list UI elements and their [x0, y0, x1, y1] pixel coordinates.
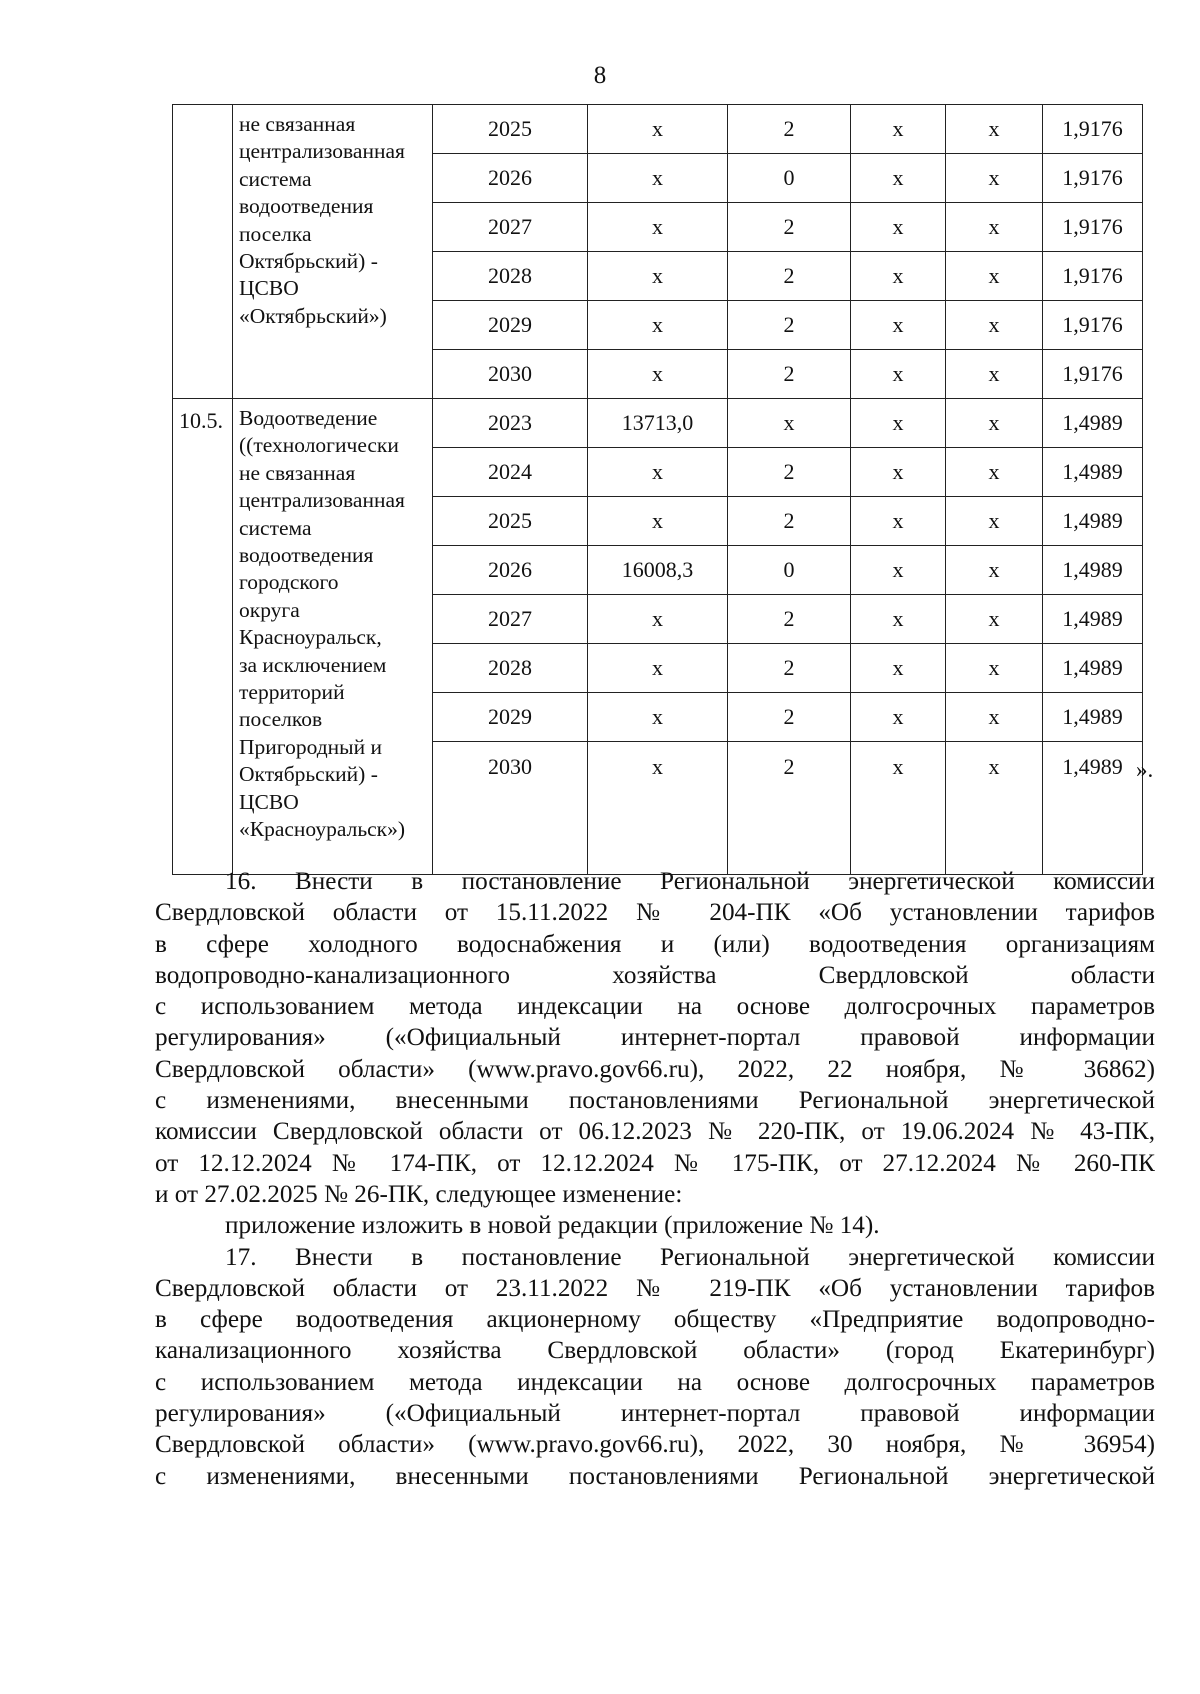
item-name-line: территорий: [239, 680, 345, 705]
value-cell: 2023: [433, 399, 588, 448]
item-name-line: поселков: [239, 707, 323, 732]
value-cell: 1,9176: [1043, 252, 1143, 301]
value-cell: 1,4989: [1043, 546, 1143, 595]
value-cell: х: [851, 105, 946, 154]
table-row: [173, 105, 1143, 154]
value-cell: х: [588, 105, 728, 154]
paragraph-17-line: Свердловской области от 23.11.2022 № 219-ПК «Об установлении тарифов: [155, 1274, 1155, 1302]
value-cell: 2026: [433, 546, 588, 595]
value-cell: 2: [728, 301, 851, 350]
value-cell: х: [588, 742, 728, 875]
value-cell: х: [946, 693, 1043, 742]
value-cell: х: [851, 399, 946, 448]
tariff-table: [172, 104, 1143, 875]
paragraph-16-line: водопроводно-канализационного хозяйства Свердловской области: [155, 961, 1155, 989]
value-cell: х: [588, 203, 728, 252]
value-cell: х: [588, 693, 728, 742]
paragraph-16-line: 16. Внести в постановление Региональной энергетической комиссии: [225, 868, 1155, 895]
value-cell: х: [851, 693, 946, 742]
value-cell: 2: [728, 105, 851, 154]
paragraph-16-line: с изменениями, внесенными постановлениями Региональной энергетической: [155, 1087, 1155, 1115]
value-cell: 2: [728, 252, 851, 301]
item-name-line: ЦСВО: [239, 276, 299, 301]
item-name-line: Водоотведение: [239, 406, 378, 430]
value-cell: 2: [728, 595, 851, 644]
paragraph-17-line: в сфере водоотведения акционерному обществу «Предприятие водопроводно-: [155, 1306, 1155, 1334]
value-cell: х: [588, 448, 728, 497]
value-cell: 2: [728, 644, 851, 693]
paragraph-16-line: в сфере холодного водоснабжения и (или) водоотведения организациям: [155, 930, 1155, 958]
paragraph-17-line: с изменениями, внесенными постановлениями Региональной энергетической: [155, 1462, 1155, 1490]
value-cell: 2: [728, 497, 851, 546]
value-cell: 13713,0: [588, 399, 728, 448]
item-name-line: ((технологически: [239, 433, 399, 458]
item-name-line: система: [239, 166, 312, 191]
table-row: [173, 399, 1143, 448]
value-cell: 1,4989: [1043, 448, 1143, 497]
value-cell: 2: [728, 693, 851, 742]
value-cell: 2030: [433, 742, 588, 875]
paragraph-16-line: Свердловской области от 15.11.2022 № 204-ПК «Об установлении тарифов: [155, 899, 1155, 927]
value-cell: х: [728, 399, 851, 448]
value-cell: 2025: [433, 497, 588, 546]
item-name-line: Октябрьский) -: [239, 762, 378, 787]
value-cell: х: [851, 252, 946, 301]
value-cell: 1,4989: [1043, 644, 1143, 693]
value-cell: 2025: [433, 105, 588, 154]
value-cell: х: [588, 154, 728, 203]
value-cell: 2024: [433, 448, 588, 497]
item-name-line: округа: [239, 597, 300, 622]
value-cell: х: [946, 399, 1043, 448]
paragraph-17-line: канализационного хозяйства Свердловской области» (город Екатеринбург): [155, 1337, 1155, 1365]
value-cell: х: [946, 448, 1043, 497]
value-cell: 2028: [433, 252, 588, 301]
value-cell: 2: [728, 742, 851, 875]
item-name-cell: [233, 105, 433, 399]
item-name-line: централизованная: [239, 139, 405, 164]
page-number: 8: [593, 62, 607, 89]
value-cell: 1,4989: [1043, 742, 1143, 875]
paragraph-16-subitem: приложение изложить в новой редакции (приложение № 14).: [225, 1212, 880, 1240]
paragraph-16-line: с использованием метода индексации на основе долгосрочных параметров: [155, 993, 1155, 1021]
value-cell: х: [851, 154, 946, 203]
value-cell: х: [946, 742, 1043, 875]
item-number-cell: 10.5.: [173, 399, 233, 875]
value-cell: х: [946, 497, 1043, 546]
item-name-line: водоотведения: [239, 543, 374, 568]
item-name-line: городского: [239, 570, 339, 595]
value-cell: х: [946, 644, 1043, 693]
value-cell: 2030: [433, 350, 588, 399]
value-cell: х: [851, 350, 946, 399]
value-cell: 2027: [433, 203, 588, 252]
paragraph-17-line: Свердловской области» (www.pravo.gov66.ru), 2022, 30 ноября, № 36954): [155, 1431, 1155, 1459]
item-name-line: централизованная: [239, 488, 405, 513]
item-name-line: Октябрьский) -: [239, 249, 378, 274]
paragraph-16-line: регулирования» («Официальный интернет-портал правовой информации: [155, 1024, 1155, 1052]
value-cell: х: [588, 252, 728, 301]
value-cell: х: [851, 497, 946, 546]
value-cell: 1,4989: [1043, 497, 1143, 546]
value-cell: х: [946, 546, 1043, 595]
item-name-cell: [233, 399, 433, 875]
value-cell: х: [946, 595, 1043, 644]
item-name-line: система: [239, 515, 312, 540]
value-cell: х: [946, 301, 1043, 350]
paragraph-17-line: 17. Внести в постановление Региональной энергетической комиссии: [225, 1243, 1155, 1271]
value-cell: 1,9176: [1043, 301, 1143, 350]
item-name-line: за исключением: [239, 652, 387, 677]
value-cell: х: [946, 105, 1043, 154]
paragraph-16-line: комиссии Свердловской области от 06.12.2023 № 220-ПК, от 19.06.2024 № 43-ПК,: [155, 1118, 1155, 1146]
value-cell: х: [946, 350, 1043, 399]
value-cell: 1,4989: [1043, 399, 1143, 448]
body-text: [155, 866, 1155, 1492]
paragraph-17-line: с использованием метода индексации на основе долгосрочных параметров: [155, 1368, 1155, 1396]
item-name-line: не связанная: [239, 112, 356, 136]
value-cell: х: [588, 301, 728, 350]
item-name-line: «Красноуральск»): [239, 817, 406, 842]
item-name-line: поселка: [239, 221, 312, 246]
value-cell: х: [851, 742, 946, 875]
value-cell: х: [851, 301, 946, 350]
item-number-cell: [173, 105, 233, 399]
value-cell: 1,9176: [1043, 105, 1143, 154]
value-cell: х: [851, 448, 946, 497]
value-cell: 2028: [433, 644, 588, 693]
value-cell: 2029: [433, 693, 588, 742]
item-name-line: Пригородный и: [239, 734, 382, 759]
value-cell: 1,9176: [1043, 203, 1143, 252]
item-name-line: не связанная: [239, 460, 356, 485]
value-cell: 2029: [433, 301, 588, 350]
value-cell: 2: [728, 203, 851, 252]
item-name-line: «Октябрьский»): [239, 303, 387, 328]
value-cell: 0: [728, 546, 851, 595]
value-cell: х: [946, 154, 1043, 203]
value-cell: х: [588, 644, 728, 693]
value-cell: 2: [728, 350, 851, 399]
value-cell: х: [851, 595, 946, 644]
value-cell: х: [588, 595, 728, 644]
closing-quote: ».: [1136, 757, 1154, 782]
value-cell: 16008,3: [588, 546, 728, 595]
value-cell: х: [946, 252, 1043, 301]
value-cell: 2027: [433, 595, 588, 644]
value-cell: х: [851, 644, 946, 693]
value-cell: 2: [728, 448, 851, 497]
value-cell: 2026: [433, 154, 588, 203]
value-cell: х: [946, 203, 1043, 252]
value-cell: х: [851, 546, 946, 595]
value-cell: 1,4989: [1043, 693, 1143, 742]
value-cell: 1,9176: [1043, 350, 1143, 399]
value-cell: 1,4989: [1043, 595, 1143, 644]
value-cell: х: [588, 497, 728, 546]
paragraph-16-line: и от 27.02.2025 № 26-ПК, следующее изменение:: [155, 1180, 683, 1208]
value-cell: х: [851, 203, 946, 252]
value-cell: 0: [728, 154, 851, 203]
item-name-line: водоотведения: [239, 194, 374, 219]
paragraph-16-line: от 12.12.2024 № 174-ПК, от 12.12.2024 № 175-ПК, от 27.12.2024 № 260-ПК: [155, 1149, 1155, 1177]
paragraph-17-line: регулирования» («Официальный интернет-портал правовой информации: [155, 1400, 1155, 1428]
paragraph-16-line: Свердловской области» (www.pravo.gov66.ru), 2022, 22 ноября, № 36862): [155, 1055, 1155, 1083]
value-cell: 1,9176: [1043, 154, 1143, 203]
item-name-line: Красноуральск,: [239, 625, 382, 650]
item-name-line: ЦСВО: [239, 789, 299, 814]
value-cell: х: [588, 350, 728, 399]
